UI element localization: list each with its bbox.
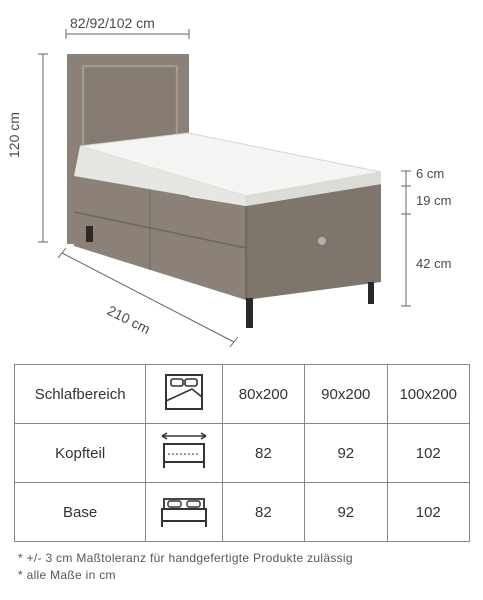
side-dimension-line: [401, 171, 411, 306]
width-label: 82/92/102 cm: [70, 15, 155, 31]
length-label: 210 cm: [104, 302, 153, 338]
mattress-thickness-label: 6 cm: [416, 166, 445, 181]
base-80: 82: [222, 483, 304, 542]
table-row-header: [15, 365, 470, 424]
row-label-base: Base: [15, 483, 146, 542]
size-80x200: 80x200: [222, 365, 304, 424]
table-header-label: Schlafbereich: [15, 365, 146, 424]
height-dimension-line: [38, 54, 48, 242]
size-table: [14, 364, 470, 542]
base-height-label: 42 cm: [416, 256, 452, 271]
bed-top-icon: [146, 365, 222, 424]
units-note: * alle Maße in cm: [18, 568, 116, 582]
table-row: [15, 424, 470, 483]
kopfteil-100: 102: [387, 424, 470, 483]
kopfteil-80: 82: [222, 424, 304, 483]
table-row: [15, 483, 470, 542]
bed-base-icon: [146, 483, 222, 542]
row-label-kopfteil: Kopfteil: [15, 424, 146, 483]
base-100: 102: [387, 483, 470, 542]
topper-height-label: 19 cm: [416, 193, 452, 208]
footnotes: [18, 550, 353, 584]
size-90x200: 90x200: [305, 365, 387, 424]
kopfteil-90: 92: [305, 424, 387, 483]
size-100x200: 100x200: [387, 365, 470, 424]
headboard-width-icon: [146, 424, 222, 483]
base-90: 92: [305, 483, 387, 542]
tolerance-note: * +/- 3 cm Maßtoleranz für handgefertigte Produkte zulässig: [18, 551, 353, 565]
height-label: 120 cm: [6, 112, 22, 158]
